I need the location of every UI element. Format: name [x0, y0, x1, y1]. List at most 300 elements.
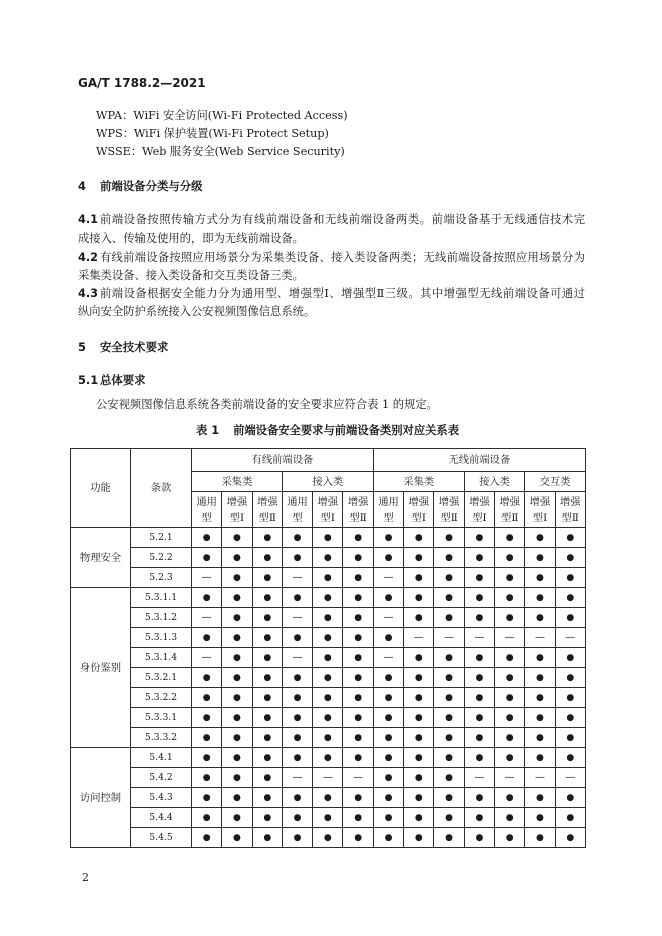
clause-cell: 5.4.2: [131, 768, 192, 788]
security-level-label: 增强型Ⅱ: [499, 495, 520, 524]
requirement-mark-cell: ●: [313, 528, 343, 548]
requirement-mark-cell: ●: [434, 568, 464, 588]
requirement-mark-cell: ●: [252, 788, 282, 808]
subsection-number: 5.1: [78, 373, 99, 387]
requirement-mark-cell: ●: [252, 728, 282, 748]
clause-cell: 5.3.1.4: [131, 648, 192, 668]
requirement-mark-cell: ●: [252, 548, 282, 568]
clause-cell: 5.3.3.1: [131, 708, 192, 728]
requirement-mark-cell: ●: [373, 668, 403, 688]
requirement-mark-cell: ●: [464, 648, 494, 668]
requirement-mark-cell: ●: [434, 588, 464, 608]
requirement-mark-cell: ●: [525, 568, 555, 588]
section-number: 5: [78, 340, 86, 354]
requirement-mark-cell: ●: [343, 728, 373, 748]
requirement-mark-cell: ●: [282, 688, 312, 708]
table-caption: [70, 422, 585, 440]
requirement-mark-cell: ●: [343, 788, 373, 808]
requirement-mark-cell: ●: [252, 688, 282, 708]
requirement-mark-cell: ●: [555, 568, 585, 588]
security-level-header: [525, 492, 555, 528]
table-row: [71, 648, 586, 668]
requirement-mark-cell: ●: [525, 668, 555, 688]
requirement-mark-cell: ●: [222, 728, 252, 748]
table-row: [71, 708, 586, 728]
section-number: 4: [78, 179, 86, 193]
requirement-mark-cell: ●: [222, 648, 252, 668]
security-level-label: 增强型Ⅱ: [559, 495, 581, 524]
device-group-header: 有线前端设备: [192, 449, 374, 472]
requirement-mark-cell: —: [373, 568, 403, 588]
security-level-label: 增强型Ⅰ: [408, 495, 430, 524]
requirement-mark-cell: ●: [373, 588, 403, 608]
requirement-mark-cell: —: [192, 568, 222, 588]
security-level-header: [373, 492, 403, 528]
requirement-mark-cell: —: [282, 648, 312, 668]
clause-text-line: 采集类设备、接入类设备和交互类设备三类。: [78, 269, 304, 282]
section-heading: [78, 338, 168, 356]
requirement-mark-cell: ●: [434, 828, 464, 848]
device-group-header: 无线前端设备: [373, 449, 585, 472]
device-category-header: 接入类: [464, 472, 525, 492]
requirement-mark-cell: ●: [495, 528, 525, 548]
table-body: [71, 528, 586, 848]
requirement-mark-cell: ●: [495, 588, 525, 608]
requirement-mark-cell: ●: [222, 808, 252, 828]
requirement-mark-cell: ●: [525, 648, 555, 668]
clause-cell: 5.4.4: [131, 808, 192, 828]
clause-cell: 5.3.1.3: [131, 628, 192, 648]
requirement-mark-cell: ●: [495, 548, 525, 568]
requirement-mark-cell: —: [464, 628, 494, 648]
requirement-mark-cell: —: [373, 648, 403, 668]
section-title: 前端设备分类与分级: [100, 179, 203, 193]
requirement-mark-cell: ●: [282, 788, 312, 808]
device-category-header: 交互类: [525, 472, 586, 492]
requirement-mark-cell: ●: [313, 588, 343, 608]
intro-paragraph: 公安视频图像信息系统各类前端设备的安全要求应符合表 1 的规定。: [96, 398, 438, 411]
requirement-mark-cell: —: [313, 768, 343, 788]
requirement-mark-cell: ●: [434, 748, 464, 768]
requirement-mark-cell: ●: [373, 688, 403, 708]
requirement-mark-cell: ●: [282, 628, 312, 648]
function-cell: 身份鉴别: [71, 588, 131, 748]
requirement-mark-cell: ●: [495, 568, 525, 588]
requirement-mark-cell: ●: [555, 728, 585, 748]
table-row: [71, 568, 586, 588]
requirement-mark-cell: ●: [404, 588, 434, 608]
table-row: [71, 768, 586, 788]
requirement-mark-cell: ●: [222, 828, 252, 848]
requirement-mark-cell: ●: [313, 628, 343, 648]
requirement-mark-cell: ●: [192, 528, 222, 548]
security-level-header: [464, 492, 494, 528]
requirement-mark-cell: ●: [404, 748, 434, 768]
requirements-table: [70, 448, 586, 848]
requirement-mark-cell: ●: [192, 688, 222, 708]
requirement-mark-cell: ●: [313, 608, 343, 628]
requirement-mark-cell: ●: [555, 648, 585, 668]
security-level-header: [495, 492, 525, 528]
requirement-mark-cell: ●: [434, 688, 464, 708]
requirement-mark-cell: —: [404, 628, 434, 648]
table-row: [71, 528, 586, 548]
subsection-heading: [78, 371, 146, 389]
requirement-mark-cell: ●: [373, 728, 403, 748]
requirement-mark-cell: ●: [222, 768, 252, 788]
requirement-mark-cell: ●: [282, 708, 312, 728]
requirement-mark-cell: ●: [525, 608, 555, 628]
requirement-mark-cell: ●: [343, 648, 373, 668]
requirement-mark-cell: —: [282, 568, 312, 588]
requirement-mark-cell: ●: [252, 528, 282, 548]
requirement-mark-cell: ●: [373, 628, 403, 648]
clause-cell: 5.4.5: [131, 828, 192, 848]
requirement-mark-cell: ●: [555, 668, 585, 688]
requirement-mark-cell: ●: [192, 668, 222, 688]
requirement-mark-cell: ●: [434, 768, 464, 788]
device-category-header: 采集类: [373, 472, 464, 492]
clause-text-line: 纵向安全防护系统接入公安视频图像信息系统。: [78, 305, 316, 318]
function-cell: 物理安全: [71, 528, 131, 588]
requirement-mark-cell: ●: [313, 568, 343, 588]
requirement-mark-cell: ●: [343, 808, 373, 828]
requirement-mark-cell: ●: [252, 808, 282, 828]
requirement-mark-cell: ●: [282, 548, 312, 568]
clause-cell: 5.3.2.2: [131, 688, 192, 708]
requirement-mark-cell: ●: [404, 688, 434, 708]
requirement-mark-cell: ●: [404, 568, 434, 588]
requirement-mark-cell: ●: [404, 548, 434, 568]
clause-cell: 5.4.3: [131, 788, 192, 808]
requirement-mark-cell: ●: [464, 748, 494, 768]
requirement-mark-cell: ●: [282, 588, 312, 608]
requirement-mark-cell: ●: [555, 828, 585, 848]
requirement-mark-cell: ●: [252, 668, 282, 688]
requirement-mark-cell: ●: [373, 528, 403, 548]
security-level-label: 增强型Ⅰ: [469, 495, 490, 524]
requirement-mark-cell: ●: [343, 628, 373, 648]
clause-cell: 5.3.3.2: [131, 728, 192, 748]
requirement-mark-cell: ●: [373, 788, 403, 808]
security-level-header: [555, 492, 585, 528]
security-level-label: 增强型Ⅰ: [529, 495, 551, 524]
requirement-mark-cell: ●: [343, 588, 373, 608]
requirement-mark-cell: ●: [464, 608, 494, 628]
table-row: [71, 788, 586, 808]
security-level-header: [282, 492, 312, 528]
security-level-label: 通用型: [287, 495, 308, 524]
clause-cell: 5.3.1.1: [131, 588, 192, 608]
requirement-mark-cell: ●: [404, 648, 434, 668]
requirement-mark-cell: ●: [495, 648, 525, 668]
table-header: [71, 449, 586, 528]
table-row: [71, 688, 586, 708]
requirement-mark-cell: ●: [343, 568, 373, 588]
clause-paragraph: [78, 285, 585, 303]
clause-text-line: 前端设备按照传输方式分为有线前端设备和无线前端设备两类。前端设备基于无线通信技术完: [100, 213, 585, 226]
function-column-header: 功能: [71, 449, 131, 528]
security-level-header: [222, 492, 252, 528]
requirement-mark-cell: ●: [282, 528, 312, 548]
requirement-mark-cell: —: [495, 768, 525, 788]
clause-text-line: 成接入、传输及使用的，即为无线前端设备。: [78, 232, 304, 245]
security-level-label: 增强型Ⅱ: [256, 495, 278, 524]
requirement-mark-cell: —: [282, 768, 312, 788]
security-level-header: [192, 492, 222, 528]
requirement-mark-cell: ●: [434, 528, 464, 548]
requirement-mark-cell: ●: [525, 808, 555, 828]
requirement-mark-cell: ●: [343, 548, 373, 568]
requirement-mark-cell: ●: [192, 808, 222, 828]
requirement-mark-cell: ●: [495, 688, 525, 708]
requirement-mark-cell: ●: [373, 808, 403, 828]
requirement-mark-cell: ●: [525, 528, 555, 548]
requirement-mark-cell: ●: [525, 708, 555, 728]
security-level-header: [252, 492, 282, 528]
requirement-mark-cell: ●: [495, 748, 525, 768]
requirement-mark-cell: ●: [434, 728, 464, 748]
requirement-mark-cell: ●: [525, 588, 555, 608]
security-level-header: [343, 492, 373, 528]
security-level-header: [434, 492, 464, 528]
requirement-mark-cell: ●: [192, 548, 222, 568]
requirement-mark-cell: ●: [343, 828, 373, 848]
requirement-mark-cell: ●: [222, 788, 252, 808]
requirement-mark-cell: ●: [404, 528, 434, 548]
requirement-mark-cell: ●: [495, 608, 525, 628]
requirement-mark-cell: ●: [555, 688, 585, 708]
function-cell: 访问控制: [71, 748, 131, 848]
requirement-mark-cell: ●: [192, 588, 222, 608]
requirement-mark-cell: ●: [525, 748, 555, 768]
requirement-mark-cell: ●: [313, 708, 343, 728]
requirement-mark-cell: —: [434, 628, 464, 648]
page-number: 2: [82, 871, 89, 884]
requirement-mark-cell: ●: [192, 728, 222, 748]
table-row: [71, 548, 586, 568]
requirement-mark-cell: ●: [192, 708, 222, 728]
requirement-mark-cell: ●: [192, 788, 222, 808]
requirement-mark-cell: ●: [495, 808, 525, 828]
requirement-mark-cell: ●: [495, 788, 525, 808]
requirement-mark-cell: ●: [313, 748, 343, 768]
requirement-mark-cell: ●: [222, 528, 252, 548]
device-category-header: 接入类: [282, 472, 373, 492]
requirement-mark-cell: ●: [464, 828, 494, 848]
table-row: [71, 628, 586, 648]
requirement-mark-cell: ●: [525, 688, 555, 708]
requirement-mark-cell: —: [192, 648, 222, 668]
requirement-mark-cell: ●: [404, 708, 434, 728]
requirement-mark-cell: ●: [252, 648, 282, 668]
requirement-mark-cell: ●: [555, 748, 585, 768]
table-row: [71, 588, 586, 608]
requirement-mark-cell: ●: [495, 728, 525, 748]
requirement-mark-cell: ●: [282, 668, 312, 688]
clause-number: 4.2: [78, 251, 99, 264]
requirement-mark-cell: ●: [222, 708, 252, 728]
requirement-mark-cell: ●: [222, 748, 252, 768]
clause-cell: 5.2.3: [131, 568, 192, 588]
requirement-mark-cell: —: [555, 628, 585, 648]
requirement-mark-cell: ●: [343, 748, 373, 768]
requirement-mark-cell: ●: [555, 708, 585, 728]
clause-cell: 5.4.1: [131, 748, 192, 768]
requirement-mark-cell: ●: [282, 808, 312, 828]
requirement-mark-cell: ●: [313, 828, 343, 848]
requirement-mark-cell: ●: [252, 748, 282, 768]
requirement-mark-cell: ●: [343, 528, 373, 548]
requirement-mark-cell: ●: [404, 788, 434, 808]
clause-text-line: 前端设备根据安全能力分为通用型、增强型Ⅰ、增强型Ⅱ三级。其中增强型无线前端设备可通过: [100, 287, 585, 300]
requirement-mark-cell: ●: [192, 748, 222, 768]
requirement-mark-cell: ●: [222, 668, 252, 688]
requirement-mark-cell: ●: [373, 548, 403, 568]
requirement-mark-cell: ●: [555, 528, 585, 548]
requirement-mark-cell: ●: [343, 688, 373, 708]
requirement-mark-cell: ●: [222, 608, 252, 628]
requirement-mark-cell: ●: [555, 788, 585, 808]
abbreviation-entry: WPS：WiFi 保护装置(Wi-Fi Protect Setup): [96, 127, 329, 140]
requirement-mark-cell: ●: [343, 708, 373, 728]
requirement-mark-cell: ●: [313, 548, 343, 568]
requirement-mark-cell: ●: [464, 788, 494, 808]
requirement-mark-cell: ●: [464, 568, 494, 588]
requirement-mark-cell: ●: [464, 588, 494, 608]
clause-text-line: 有线前端设备按照应用场景分为采集类设备、接入类设备两类；无线前端设备按照应用场景分为: [100, 251, 585, 264]
requirement-mark-cell: ●: [525, 548, 555, 568]
requirement-mark-cell: —: [525, 768, 555, 788]
requirement-mark-cell: ●: [282, 828, 312, 848]
requirement-mark-cell: ●: [313, 788, 343, 808]
requirement-mark-cell: ●: [404, 608, 434, 628]
requirement-mark-cell: ●: [464, 688, 494, 708]
requirement-mark-cell: ●: [282, 728, 312, 748]
security-level-header: [404, 492, 434, 528]
security-level-label: 通用型: [378, 495, 399, 524]
requirement-mark-cell: ●: [495, 668, 525, 688]
clause-cell: 5.2.2: [131, 548, 192, 568]
requirement-mark-cell: ●: [434, 548, 464, 568]
requirement-mark-cell: ●: [434, 788, 464, 808]
requirement-mark-cell: ●: [464, 668, 494, 688]
requirement-mark-cell: ●: [464, 728, 494, 748]
requirement-mark-cell: ●: [252, 768, 282, 788]
requirement-mark-cell: ●: [222, 568, 252, 588]
requirement-mark-cell: ●: [434, 708, 464, 728]
table-row: [71, 728, 586, 748]
requirement-mark-cell: —: [525, 628, 555, 648]
requirement-mark-cell: —: [343, 768, 373, 788]
requirement-mark-cell: ●: [252, 828, 282, 848]
table-row: [71, 828, 586, 848]
clause-column-header: 条款: [131, 449, 192, 528]
requirement-mark-cell: ●: [495, 828, 525, 848]
requirement-mark-cell: ●: [525, 828, 555, 848]
requirement-mark-cell: ●: [222, 628, 252, 648]
document-code: GA/T 1788.2—2021: [78, 76, 206, 90]
requirement-mark-cell: ●: [252, 708, 282, 728]
requirement-mark-cell: ●: [192, 828, 222, 848]
security-level-label: 增强型Ⅱ: [347, 495, 369, 524]
requirement-mark-cell: ●: [313, 668, 343, 688]
requirement-mark-cell: ●: [252, 568, 282, 588]
requirement-mark-cell: ●: [555, 808, 585, 828]
requirement-mark-cell: ●: [252, 588, 282, 608]
requirement-mark-cell: ●: [373, 768, 403, 788]
requirement-mark-cell: —: [192, 608, 222, 628]
requirement-mark-cell: ●: [282, 748, 312, 768]
security-level-label: 增强型Ⅰ: [317, 495, 339, 524]
requirement-mark-cell: ●: [192, 628, 222, 648]
requirement-mark-cell: ●: [192, 768, 222, 788]
requirement-mark-cell: ●: [404, 828, 434, 848]
requirement-mark-cell: ●: [404, 768, 434, 788]
requirement-mark-cell: ●: [313, 728, 343, 748]
requirement-mark-cell: ●: [434, 668, 464, 688]
abbreviation-entry: WSSE：Web 服务安全(Web Service Security): [96, 145, 345, 158]
clause-cell: 5.3.2.1: [131, 668, 192, 688]
requirement-mark-cell: ●: [222, 588, 252, 608]
requirement-mark-cell: —: [495, 628, 525, 648]
requirement-mark-cell: ●: [464, 548, 494, 568]
security-level-header: [313, 492, 343, 528]
requirement-mark-cell: ●: [222, 688, 252, 708]
section-title: 安全技术要求: [100, 340, 169, 354]
requirement-mark-cell: ●: [404, 668, 434, 688]
requirement-mark-cell: ●: [313, 648, 343, 668]
clause-cell: 5.2.1: [131, 528, 192, 548]
requirement-mark-cell: ●: [313, 688, 343, 708]
requirement-mark-cell: ●: [343, 668, 373, 688]
device-category-header: 采集类: [192, 472, 283, 492]
clause-paragraph: [78, 211, 585, 229]
requirement-mark-cell: —: [555, 768, 585, 788]
requirement-mark-cell: ●: [555, 608, 585, 628]
table-row: [71, 668, 586, 688]
table-header-row: [71, 449, 586, 472]
requirement-mark-cell: ●: [434, 608, 464, 628]
section-heading: [78, 177, 203, 195]
table-row: [71, 748, 586, 768]
requirement-mark-cell: —: [282, 608, 312, 628]
requirement-mark-cell: ●: [464, 708, 494, 728]
security-level-label: 增强型Ⅱ: [438, 495, 460, 524]
requirement-mark-cell: ●: [373, 828, 403, 848]
requirement-mark-cell: ●: [252, 608, 282, 628]
subsection-title: 总体要求: [100, 373, 146, 387]
requirement-mark-cell: ●: [434, 648, 464, 668]
requirement-mark-cell: ●: [525, 728, 555, 748]
requirement-mark-cell: ●: [555, 548, 585, 568]
requirement-mark-cell: —: [373, 608, 403, 628]
requirement-mark-cell: ●: [343, 608, 373, 628]
clause-cell: 5.3.1.2: [131, 608, 192, 628]
abbreviation-entry: WPA：WiFi 安全访问(Wi-Fi Protected Access): [96, 109, 348, 122]
clause-number: 4.3: [78, 287, 99, 300]
requirement-mark-cell: ●: [373, 708, 403, 728]
table-row: [71, 608, 586, 628]
requirement-mark-cell: ●: [464, 528, 494, 548]
requirement-mark-cell: ●: [495, 708, 525, 728]
table-caption-title: 前端设备安全要求与前端设备类别对应关系表: [233, 424, 460, 437]
requirement-mark-cell: ●: [252, 628, 282, 648]
requirement-mark-cell: ●: [404, 728, 434, 748]
requirement-mark-cell: ●: [555, 588, 585, 608]
requirement-mark-cell: ●: [525, 788, 555, 808]
requirement-mark-cell: ●: [404, 808, 434, 828]
